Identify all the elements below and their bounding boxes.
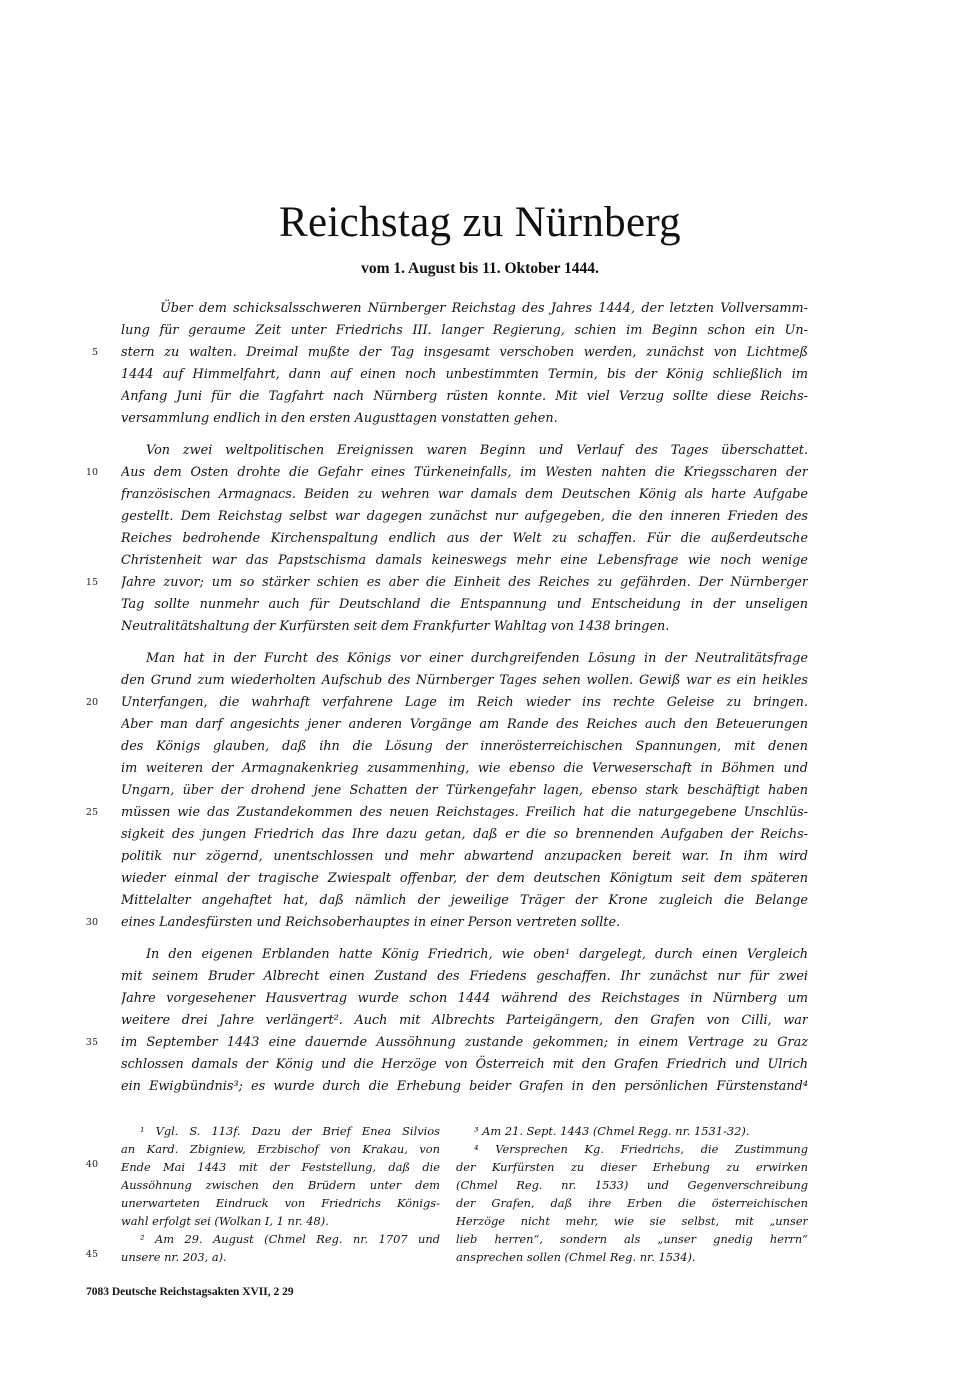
text-line: des Königs glauben, daß ihn die Lösung der innerösterreichischen Spannungen, mit denen <box>121 739 808 754</box>
footnote-line: wahl erfolgt sei (Wolkan I, 1 nr. 48). <box>121 1214 329 1228</box>
text-line: In den eigenen Erblanden hatte König Friedrich, wie oben¹ dargelegt, durch einen Vergleich <box>146 947 808 962</box>
footnote-line: lieb herren“, sondern als „unser gnedig herrn“ <box>456 1232 808 1246</box>
line-number: 20 <box>85 697 98 708</box>
line-number: 30 <box>85 917 98 928</box>
footnote-line: ¹ Vgl. S. 113f. Dazu der Brief Enea Silvios <box>140 1124 440 1138</box>
text-line: eines Landesfürsten und Reichsoberhauptes in einer Person vertreten sollte. <box>121 915 621 930</box>
footnote-line: ⁴ Versprechen Kg. Friedrichs, die Zustimmung <box>474 1142 808 1156</box>
footnote-line: an Kard. Zbigniew, Erzbischof von Krakau, von <box>121 1142 440 1156</box>
line-number: 40 <box>85 1159 98 1170</box>
text-line: Neutralitätshaltung der Kurfürsten seit dem Frankfurter Wahltag von 1438 bringen. <box>121 619 670 634</box>
footnote-line: Herzöge nicht mehr, wie sie selbst, mit „unser <box>456 1214 808 1228</box>
page-title: Reichstag zu Nürnberg <box>279 199 681 246</box>
line-number: 5 <box>91 347 98 358</box>
page-subtitle: vom 1. August bis 11. Oktober 1444. <box>361 260 599 277</box>
footnote-line: ² Am 29. August (Chmel Reg. nr. 1707 und <box>140 1232 440 1246</box>
footnote-line: (Chmel Reg. nr. 1533) und Gegenverschreibung <box>456 1178 808 1192</box>
line-number: 15 <box>85 577 98 588</box>
line-number: 45 <box>85 1249 98 1260</box>
text-line: stern zu walten. Dreimal mußte der Tag insgesamt verschoben werden, zunächst von Lichtmeß <box>121 345 808 360</box>
text-line: im weiteren der Armagnakenkrieg zusammenhing, wie ebenso die Verweserschaft in Böhmen und <box>121 761 808 776</box>
footnote-line: unerwarteten Eindruck von Friedrichs Königs- <box>121 1196 440 1210</box>
footnote-line: ³ Am 21. Sept. 1443 (Chmel Regg. nr. 1531-32). <box>474 1124 750 1138</box>
text-line: Reiches bedrohende Kirchenspaltung endlich aus der Welt zu schaffen. Für die außerdeutsche <box>121 531 808 546</box>
text-line: Tag sollte nunmehr auch für Deutschland die Entspannung und Entscheidung in der unseligen <box>121 597 808 612</box>
footnote-line: Aussöhnung zwischen den Brüdern unter dem <box>121 1178 440 1192</box>
text-line: Mittelalter angehaftet hat, daß nämlich der jeweilige Träger der Krone zugleich die Belange <box>121 893 808 908</box>
text-line: Jahre zuvor; um so stärker schien es aber die Einheit des Reiches zu gefährden. Der Nürnberger <box>121 575 808 590</box>
text-line: Unterfangen, die wahrhaft verfahrene Lage im Reich wieder ins rechte Geleise zu bringen. <box>121 695 808 710</box>
text-line: Aber man darf angesichts jener anderen Vorgänge am Rande des Reiches auch den Beteuerungen <box>121 717 808 732</box>
text-line: sigkeit des jungen Friedrich das Ihre dazu getan, daß er die so brennenden Aufgaben der Reichs- <box>121 827 808 842</box>
text-line: schlossen damals der König und die Herzöge von Österreich mit den Grafen Friedrich und Ulrich <box>121 1057 808 1072</box>
footnote-line: der Kurfürsten zu dieser Erhebung zu erwirken <box>456 1160 808 1174</box>
text-line: lung für geraume Zeit unter Friedrichs III. langer Regierung, schien im Beginn schon ein Un- <box>121 323 808 338</box>
text-line: versammlung endlich in den ersten Augusttagen vonstatten gehen. <box>121 411 558 426</box>
text-line: Anfang Juni für die Tagfahrt nach Nürnberg rüsten konnte. Mit viel Verzug sollte diese Reichs- <box>121 389 808 404</box>
text-line: Von zwei weltpolitischen Ereignissen waren Beginn und Verlauf des Tages überschattet. <box>146 443 808 458</box>
text-line: Man hat in der Furcht des Königs vor einer durchgreifenden Lösung in der Neutralitätsfrage <box>146 651 808 666</box>
line-number: 35 <box>85 1037 98 1048</box>
text-line: Jahre vorgesehener Hausvertrag wurde schon 1444 während des Reichstages in Nürnberg um <box>121 991 808 1006</box>
text-line: Aus dem Osten drohte die Gefahr eines Türkeneinfalls, im Westen nahten die Kriegsscharen der <box>121 465 808 480</box>
text-line: müssen wie das Zustandekommen des neuen Reichstages. Freilich hat die naturgegebene Unschlüs- <box>121 805 808 820</box>
footnote-line: der Grafen, daß ihre Erben die österreichischen <box>456 1196 808 1210</box>
text-line: gestellt. Dem Reichstag selbst war dagegen zunächst nur aufgegeben, die den inneren Frieden des <box>121 509 808 524</box>
footnote-line: Ende Mai 1443 mit der Feststellung, daß die <box>121 1160 440 1174</box>
printer-signature: 7083 Deutsche Reichstagsakten XVII, 2 29 <box>86 1286 294 1298</box>
text-line: weitere drei Jahre verlängert². Auch mit Albrechts Parteigängern, den Grafen von Cilli, war <box>121 1013 808 1028</box>
text-line: mit seinem Bruder Albrecht einen Zustand des Friedens geschaffen. Ihr zunächst nur für zwei <box>121 969 808 984</box>
text-line: politik nur zögernd, unentschlossen und mehr abwartend anzupacken bereit war. In ihm wird <box>121 849 808 864</box>
text-line: Christenheit war das Papstschisma damals keineswegs mehr eine Lebensfrage wie noch wenige <box>121 553 808 568</box>
text-line: Ungarn, über der drohend jene Schatten der Türkengefahr lagen, ebenso stark beschäftigt haben <box>121 783 808 798</box>
line-number: 25 <box>85 807 98 818</box>
text-line: wieder einmal der tragische Zwiespalt offenbar, der dem deutschen Königtum seit dem späteren <box>121 871 808 886</box>
text-line: im September 1443 eine dauernde Aussöhnung zustande gekommen; in einem Vertrage zu Graz <box>121 1035 808 1050</box>
text-line: Über dem schicksalsschweren Nürnberger Reichstag des Jahres 1444, der letzten Vollversamm- <box>160 301 808 316</box>
text-line: 1444 auf Himmelfahrt, dann auf einen noch unbestimmten Termin, bis der König schließlich im <box>121 367 808 382</box>
footnote-line: unsere nr. 203, a). <box>121 1250 227 1264</box>
footnote-line: ansprechen sollen (Chmel Reg. nr. 1534). <box>456 1250 696 1264</box>
line-number: 10 <box>85 467 98 478</box>
text-line: den Grund zum wiederholten Aufschub des Nürnberger Tages sehen wollen. Gewiß war es ein heikles <box>121 673 808 688</box>
text-line: französischen Armagnacs. Beiden zu wehren war damals dem Deutschen König als harte Aufgabe <box>121 487 808 502</box>
text-line: ein Ewigbündnis³; es wurde durch die Erhebung beider Grafen in den persönlichen Fürstenstand⁴ <box>121 1079 808 1094</box>
